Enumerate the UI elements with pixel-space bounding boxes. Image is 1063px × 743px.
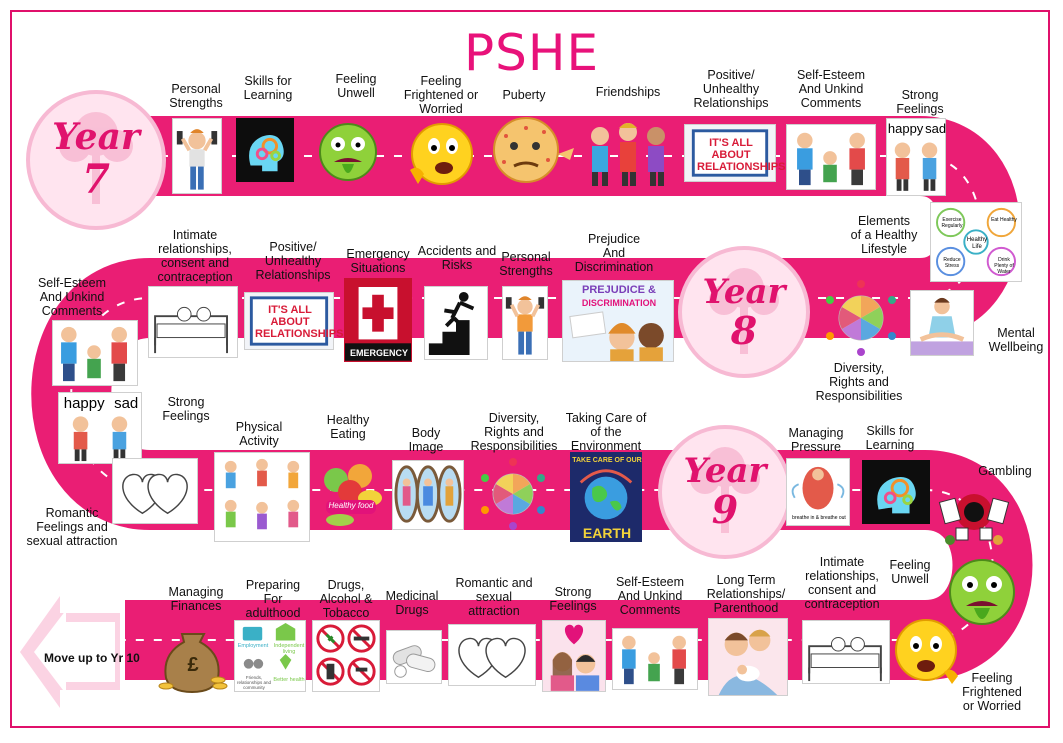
independent-text: Independent living [273, 643, 305, 655]
fruit-veg-icon [316, 456, 386, 528]
self-esteem-tile-3[interactable] [612, 628, 698, 690]
label-gambling: Gambling [978, 464, 1032, 478]
year-7-badge [26, 90, 166, 230]
label-strong-feelings: Strong Feelings [896, 88, 944, 116]
year-number: 7 [82, 156, 110, 203]
label-mental-wellbeing: Mental Wellbeing [988, 326, 1044, 354]
sick-face-icon [318, 114, 378, 194]
friends-text: Friends, relationships and community [236, 675, 272, 690]
label-romantic-attraction: Romantic and sexual attraction [455, 576, 533, 618]
pound-sign: £ [187, 654, 199, 676]
diversity-circle-icon [474, 456, 552, 532]
relationships-sign-tile-2[interactable] [244, 292, 344, 350]
label-accidents-risks: Accidents and Risks [417, 244, 497, 272]
label-romantic-feelings: Romantic Feelings and sexual attraction [26, 506, 118, 548]
sad-text: sad [925, 121, 947, 136]
earth-top-text: TAKE CARE OF OUR [572, 457, 642, 464]
drugs-alcohol-tobacco-tile[interactable] [312, 620, 380, 692]
self-esteem-tile-1[interactable] [786, 124, 876, 190]
year-word: Year [683, 451, 767, 491]
label-preparing-adulthood: Preparing For adulthood [245, 578, 301, 620]
employment-text: Employment [237, 643, 269, 649]
sad-text: sad [114, 395, 139, 412]
label-feeling-unwell-2: Feeling Unwell [889, 558, 931, 586]
strong-feelings-tile-2[interactable] [58, 392, 142, 464]
drink-text: Drink Plenty of Water [994, 257, 1014, 275]
year-number: 9 [711, 487, 739, 532]
label-body-image: Body Image [408, 426, 444, 454]
skills-for-learning-tile[interactable] [236, 118, 294, 182]
bullying-kids-icon [53, 321, 137, 385]
self-esteem-tile-2[interactable] [52, 320, 138, 386]
prohibited-substances-icon [313, 621, 379, 691]
happy-sad-caption [887, 121, 947, 136]
brain-gears-icon [237, 119, 293, 181]
personal-strengths-tile-2[interactable] [502, 286, 548, 360]
diversity-circle-icon [818, 276, 904, 360]
breathe-text: breathe in & breathe out [792, 515, 846, 521]
falling-stairs-icon [425, 287, 487, 359]
label-diversity-rights: Diversity, Rights and Responsibilities [815, 361, 903, 403]
exercising-people-icon [215, 453, 309, 541]
casino-icon [934, 482, 1014, 550]
environment-tile[interactable] [570, 452, 642, 542]
happy-sad-caption [59, 395, 143, 412]
label-feeling-unwell: Feeling Unwell [335, 72, 377, 100]
puberty-tile[interactable] [484, 112, 578, 188]
bullying-kids-icon [613, 629, 697, 689]
earth-text: EARTH [582, 525, 632, 541]
diversity-tile-1[interactable] [818, 276, 904, 360]
label-positive-relationships-2: Positive/ Unhealthy Relationships [255, 240, 331, 282]
page-title: PSHE [463, 24, 600, 82]
label-drugs-alcohol-tobacco: Drugs, Alcohol & Tobacco [319, 578, 373, 620]
healthy-eating-tile[interactable] [316, 456, 386, 528]
two-hearts-icon [449, 625, 535, 685]
managing-pressure-tile[interactable] [786, 458, 850, 526]
label-skills-for-learning: Skills for Learning [243, 74, 293, 102]
eat-text: Eat Healthy [991, 217, 1017, 223]
friends-group-icon [582, 114, 674, 188]
label-friendships: Friendships [595, 85, 661, 99]
prejudice-text: PREJUDICE & [582, 284, 656, 296]
emergency-tile[interactable] [344, 278, 412, 362]
label-strong-feelings-3: Strong Feelings [549, 585, 597, 613]
label-diversity-rights-2: Diversity, Rights and Responsibilities [470, 411, 558, 453]
label-emergency: Emergency Situations [346, 247, 410, 275]
meditation-icon [911, 291, 973, 355]
friendships-tile[interactable] [582, 114, 674, 188]
emergency-text: EMERGENCY [349, 348, 408, 358]
label-healthy-eating: Healthy Eating [326, 413, 370, 441]
strong-feelings-tile-3[interactable] [542, 620, 606, 692]
label-skills-for-learning-2: Skills for Learning [865, 424, 915, 452]
two-hearts-icon [113, 459, 197, 523]
relationships-text: IT'S ALL ABOUT RELATIONSHIPS [255, 304, 344, 340]
label-puberty: Puberty [502, 88, 546, 102]
brain-gears-icon [863, 461, 929, 523]
label-feeling-frightened: Feeling Frightened or Worried [403, 74, 479, 116]
medicinal-drugs-tile[interactable] [386, 630, 442, 684]
label-intimate-relationships-2: Intimate relationships, consent and contraception [804, 555, 880, 611]
exit-label[interactable]: Move up to Yr 10 [44, 651, 140, 665]
year-8-badge [678, 246, 810, 378]
healthy-food-text: Healthy food [328, 501, 374, 510]
year-word: Year [702, 272, 786, 312]
label-personal-strengths: Personal Strengths [169, 82, 223, 110]
healthy-lifestyle-tile[interactable] [930, 202, 1022, 282]
label-positive-relationships: Positive/ Unhealthy Relationships [693, 68, 769, 110]
accidents-risks-tile[interactable] [424, 286, 488, 360]
couple-bed-icon [149, 287, 237, 357]
feeling-unwell-tile[interactable] [318, 114, 378, 194]
label-elements-healthy-lifestyle: Elements of a Healthy Lifestyle [850, 214, 918, 256]
label-long-term-relationships: Long Term Relationships/ Parenthood [706, 573, 786, 615]
bullying-kids-icon [787, 125, 875, 189]
personal-strengths-tile[interactable] [172, 118, 222, 194]
romantic-attraction-tile[interactable] [448, 624, 536, 686]
couple-heart-icon [543, 621, 605, 691]
relationships-text: IT'S ALL ABOUT RELATIONSHIPS [697, 137, 786, 173]
label-self-esteem-2: Self-Esteem And Unkind Comments [37, 276, 107, 318]
year-number: 8 [730, 308, 758, 353]
parents-baby-icon [709, 619, 787, 695]
label-self-esteem: Self-Esteem And Unkind Comments [796, 68, 866, 110]
worried-face-icon [892, 616, 962, 686]
year-9-badge [658, 425, 792, 559]
health-text: Better health [273, 677, 305, 683]
intimate-relationships-tile-1[interactable] [148, 286, 238, 358]
skills-for-learning-tile-2[interactable] [862, 460, 930, 524]
mirrors-icon [393, 461, 463, 529]
worried-face-icon [406, 118, 472, 190]
healthy-life-text: Healthy Life [966, 237, 988, 250]
happy-text: happy [887, 121, 924, 136]
intimate-relationships-tile-2[interactable] [802, 620, 890, 684]
strong-feelings-tile-1[interactable] [886, 118, 946, 196]
label-prejudice: Prejudice And Discrimination [574, 232, 654, 274]
long-term-relationships-tile[interactable] [708, 618, 788, 696]
pills-icon [387, 631, 441, 683]
label-taking-care-environment: Taking Care of of the Environment [565, 411, 647, 453]
diversity-tile-2[interactable] [474, 456, 552, 532]
managing-finances-tile[interactable] [158, 618, 228, 694]
reduce-text: Reduce Stress [943, 257, 961, 269]
label-feeling-frightened-2: Feeling Frightened or Worried [962, 671, 1022, 713]
feeling-frightened-tile[interactable] [406, 118, 472, 190]
strong-kid-icon [503, 287, 547, 359]
label-self-esteem-3: Self-Esteem And Unkind Comments [615, 575, 685, 617]
discrimination-text: DISCRIMINATION [581, 298, 657, 308]
physical-activity-tile[interactable] [214, 452, 310, 542]
feeling-frightened-tile-2[interactable] [892, 616, 962, 686]
relationships-sign-tile[interactable] [684, 124, 786, 182]
label-physical-activity: Physical Activity [235, 420, 283, 448]
label-intimate-relationships: Intimate relationships, consent and contraception [157, 228, 233, 284]
body-image-tile[interactable] [392, 460, 464, 530]
romantic-feelings-tile-1[interactable] [112, 458, 198, 524]
label-managing-finances: Managing Finances [168, 585, 224, 613]
label-personal-strengths-2: Personal Strengths [499, 250, 553, 278]
spotty-face-icon [484, 112, 578, 188]
exercise-text: Exercise Regularly [941, 217, 963, 229]
label-managing-pressure: Managing Pressure [788, 426, 844, 454]
strong-kid-icon [173, 119, 221, 193]
year-word: Year [52, 116, 140, 158]
couple-bed-icon [803, 621, 889, 683]
happy-text: happy [63, 395, 105, 412]
gambling-tile[interactable] [934, 482, 1014, 550]
mental-wellbeing-tile[interactable] [910, 290, 974, 356]
prejudice-tile[interactable] [562, 280, 674, 362]
preparing-adulthood-tile[interactable] [234, 620, 306, 692]
label-medicinal-drugs: Medicinal Drugs [385, 589, 439, 617]
label-strong-feelings-2: Strong Feelings [162, 395, 210, 423]
